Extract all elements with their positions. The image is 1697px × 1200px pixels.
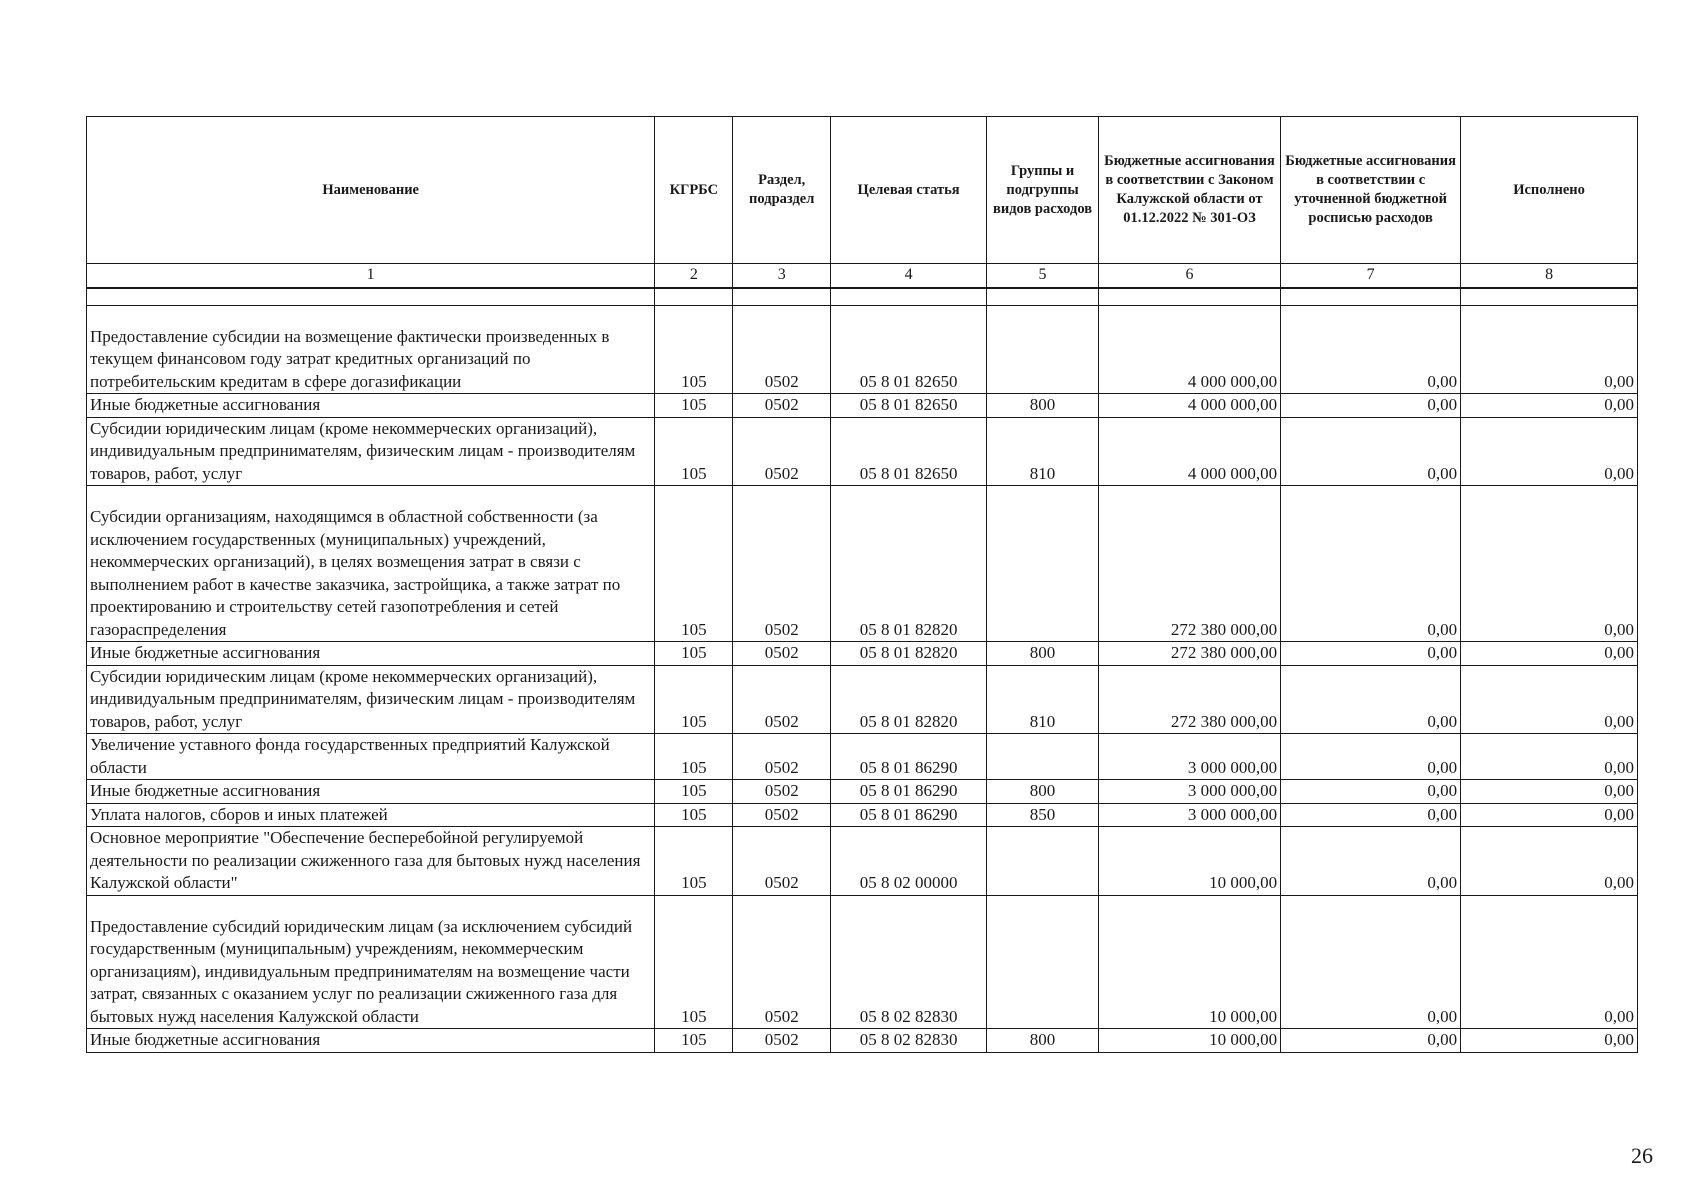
row-razdel: 0502 (733, 486, 831, 642)
table-row (87, 486, 1638, 642)
table-row (87, 1029, 1638, 1053)
row-executed: 0,00 (1461, 1029, 1638, 1053)
row-expense-group: 800 (987, 1029, 1099, 1053)
row-name: Иные бюджетные ассигнования (87, 780, 655, 804)
row-law-allocation: 3 000 000,00 (1098, 803, 1280, 827)
row-target-article: 05 8 01 86290 (831, 734, 987, 780)
row-name: Иные бюджетные ассигнования (87, 642, 655, 666)
row-razdel: 0502 (733, 895, 831, 1029)
row-law-allocation: 4 000 000,00 (1098, 417, 1280, 486)
row-expense-group: 800 (987, 394, 1099, 418)
row-refined-allocation: 0,00 (1281, 305, 1461, 394)
row-law-allocation: 10 000,00 (1098, 827, 1280, 896)
column-number: 6 (1098, 264, 1280, 288)
row-expense-group (987, 305, 1099, 394)
row-refined-allocation: 0,00 (1281, 394, 1461, 418)
row-name: Субсидии юридическим лицам (кроме некоммерческих организаций), индивидуальным предпринимателям, физическим лицам - производителям товаров, работ, услуг (87, 665, 655, 734)
table-header-row (87, 117, 1638, 264)
table-row (87, 394, 1638, 418)
row-expense-group (987, 486, 1099, 642)
row-law-allocation: 3 000 000,00 (1098, 780, 1280, 804)
table-row (87, 417, 1638, 486)
row-name: Основное мероприятие "Обеспечение бесперебойной регулируемой деятельности по реализации сжиженного газа для бытовых нужд населения Калужской области" (87, 827, 655, 896)
row-kgrbs: 105 (655, 394, 733, 418)
row-expense-group (987, 827, 1099, 896)
row-refined-allocation: 0,00 (1281, 734, 1461, 780)
table-row (87, 827, 1638, 896)
table-row (87, 734, 1638, 780)
row-executed: 0,00 (1461, 780, 1638, 804)
row-kgrbs: 105 (655, 305, 733, 394)
table-row (87, 665, 1638, 734)
row-executed: 0,00 (1461, 486, 1638, 642)
row-expense-group: 800 (987, 642, 1099, 666)
row-executed: 0,00 (1461, 827, 1638, 896)
column-number: 5 (987, 264, 1099, 288)
row-target-article: 05 8 02 82830 (831, 1029, 987, 1053)
row-target-article: 05 8 01 82820 (831, 665, 987, 734)
row-law-allocation: 272 380 000,00 (1098, 665, 1280, 734)
row-target-article: 05 8 01 86290 (831, 803, 987, 827)
row-law-allocation: 272 380 000,00 (1098, 486, 1280, 642)
column-number: 3 (733, 264, 831, 288)
row-executed: 0,00 (1461, 734, 1638, 780)
row-expense-group: 810 (987, 665, 1099, 734)
row-target-article: 05 8 01 86290 (831, 780, 987, 804)
row-target-article: 05 8 01 82650 (831, 305, 987, 394)
row-razdel: 0502 (733, 642, 831, 666)
row-expense-group: 800 (987, 780, 1099, 804)
header-expense-groups: Группы и подгруппы видов расходов (987, 117, 1099, 264)
row-name: Увеличение уставного фонда государственных предприятий Калужской области (87, 734, 655, 780)
header-refined-allocations: Бюджетные ассигнования в соответствии с уточненной бюджетной росписью расходов (1281, 117, 1461, 264)
row-name: Предоставление субсидии на возмещение фактически произведенных в текущем финансовом году затрат кредитных организаций по потребительским кредитам в сфере догазификации (87, 305, 655, 394)
row-expense-group: 810 (987, 417, 1099, 486)
row-refined-allocation: 0,00 (1281, 780, 1461, 804)
column-number: 7 (1281, 264, 1461, 288)
header-name: Наименование (87, 117, 655, 264)
table-row (87, 780, 1638, 804)
row-name: Иные бюджетные ассигнования (87, 1029, 655, 1053)
row-refined-allocation: 0,00 (1281, 803, 1461, 827)
row-target-article: 05 8 02 82830 (831, 895, 987, 1029)
column-number: 2 (655, 264, 733, 288)
row-razdel: 0502 (733, 1029, 831, 1053)
row-target-article: 05 8 01 82820 (831, 486, 987, 642)
row-law-allocation: 4 000 000,00 (1098, 305, 1280, 394)
row-kgrbs: 105 (655, 734, 733, 780)
row-razdel: 0502 (733, 305, 831, 394)
row-kgrbs: 105 (655, 417, 733, 486)
row-refined-allocation: 0,00 (1281, 417, 1461, 486)
row-kgrbs: 105 (655, 895, 733, 1029)
row-executed: 0,00 (1461, 305, 1638, 394)
row-refined-allocation: 0,00 (1281, 827, 1461, 896)
row-target-article: 05 8 02 00000 (831, 827, 987, 896)
row-kgrbs: 105 (655, 803, 733, 827)
row-kgrbs: 105 (655, 827, 733, 896)
row-executed: 0,00 (1461, 394, 1638, 418)
row-executed: 0,00 (1461, 417, 1638, 486)
row-refined-allocation: 0,00 (1281, 665, 1461, 734)
row-kgrbs: 105 (655, 486, 733, 642)
row-refined-allocation: 0,00 (1281, 486, 1461, 642)
row-name: Субсидии организациям, находящимся в областной собственности (за исключением государственных (муниципальных) учреждений, некоммерческих организаций), в целях возмещения затрат в связи с выполнением работ в качестве заказчика, застройщика, а также затрат по проектированию и строительству сетей газопотребления и сетей газораспределения (87, 486, 655, 642)
column-number: 4 (831, 264, 987, 288)
row-razdel: 0502 (733, 780, 831, 804)
row-law-allocation: 3 000 000,00 (1098, 734, 1280, 780)
row-refined-allocation: 0,00 (1281, 1029, 1461, 1053)
row-razdel: 0502 (733, 803, 831, 827)
header-executed: Исполнено (1461, 117, 1638, 264)
spacer-row (87, 288, 1638, 306)
row-law-allocation: 10 000,00 (1098, 1029, 1280, 1053)
row-refined-allocation: 0,00 (1281, 642, 1461, 666)
row-razdel: 0502 (733, 734, 831, 780)
column-number: 1 (87, 264, 655, 288)
row-kgrbs: 105 (655, 665, 733, 734)
row-expense-group (987, 734, 1099, 780)
table-body (87, 305, 1638, 1052)
row-razdel: 0502 (733, 417, 831, 486)
table-row (87, 803, 1638, 827)
row-law-allocation: 272 380 000,00 (1098, 642, 1280, 666)
table-row (87, 305, 1638, 394)
row-executed: 0,00 (1461, 895, 1638, 1029)
row-razdel: 0502 (733, 827, 831, 896)
header-kgrbs: КГРБС (655, 117, 733, 264)
row-law-allocation: 10 000,00 (1098, 895, 1280, 1029)
row-target-article: 05 8 01 82650 (831, 394, 987, 418)
header-law-allocations: Бюджетные ассигнования в соответствии с Законом Калужской области от 01.12.2022 № 301-ОЗ (1098, 117, 1280, 264)
row-expense-group (987, 895, 1099, 1029)
row-refined-allocation: 0,00 (1281, 895, 1461, 1029)
row-name: Субсидии юридическим лицам (кроме некоммерческих организаций), индивидуальным предпринимателям, физическим лицам - производителям товаров, работ, услуг (87, 417, 655, 486)
row-name: Иные бюджетные ассигнования (87, 394, 655, 418)
column-number-row (87, 264, 1638, 288)
row-kgrbs: 105 (655, 780, 733, 804)
budget-execution-table (86, 116, 1638, 1053)
row-executed: 0,00 (1461, 803, 1638, 827)
row-executed: 0,00 (1461, 665, 1638, 734)
row-razdel: 0502 (733, 394, 831, 418)
row-target-article: 05 8 01 82820 (831, 642, 987, 666)
page-number: 26 (1631, 1143, 1653, 1168)
header-target-article: Целевая статья (831, 117, 987, 264)
row-kgrbs: 105 (655, 642, 733, 666)
column-number: 8 (1461, 264, 1638, 288)
header-razdel: Раздел, подраздел (733, 117, 831, 264)
row-target-article: 05 8 01 82650 (831, 417, 987, 486)
row-kgrbs: 105 (655, 1029, 733, 1053)
row-law-allocation: 4 000 000,00 (1098, 394, 1280, 418)
table-row (87, 895, 1638, 1029)
row-expense-group: 850 (987, 803, 1099, 827)
row-executed: 0,00 (1461, 642, 1638, 666)
row-name: Предоставление субсидий юридическим лицам (за исключением субсидий государственным (муниципальным) учреждениям, некоммерческим организациям), индивидуальным предпринимателям на возмещение части затрат, связанных с оказанием услуг по реализации сжиженного газа для бытовых нужд населения Калужской области (87, 895, 655, 1029)
row-razdel: 0502 (733, 665, 831, 734)
table-row (87, 642, 1638, 666)
row-name: Уплата налогов, сборов и иных платежей (87, 803, 655, 827)
